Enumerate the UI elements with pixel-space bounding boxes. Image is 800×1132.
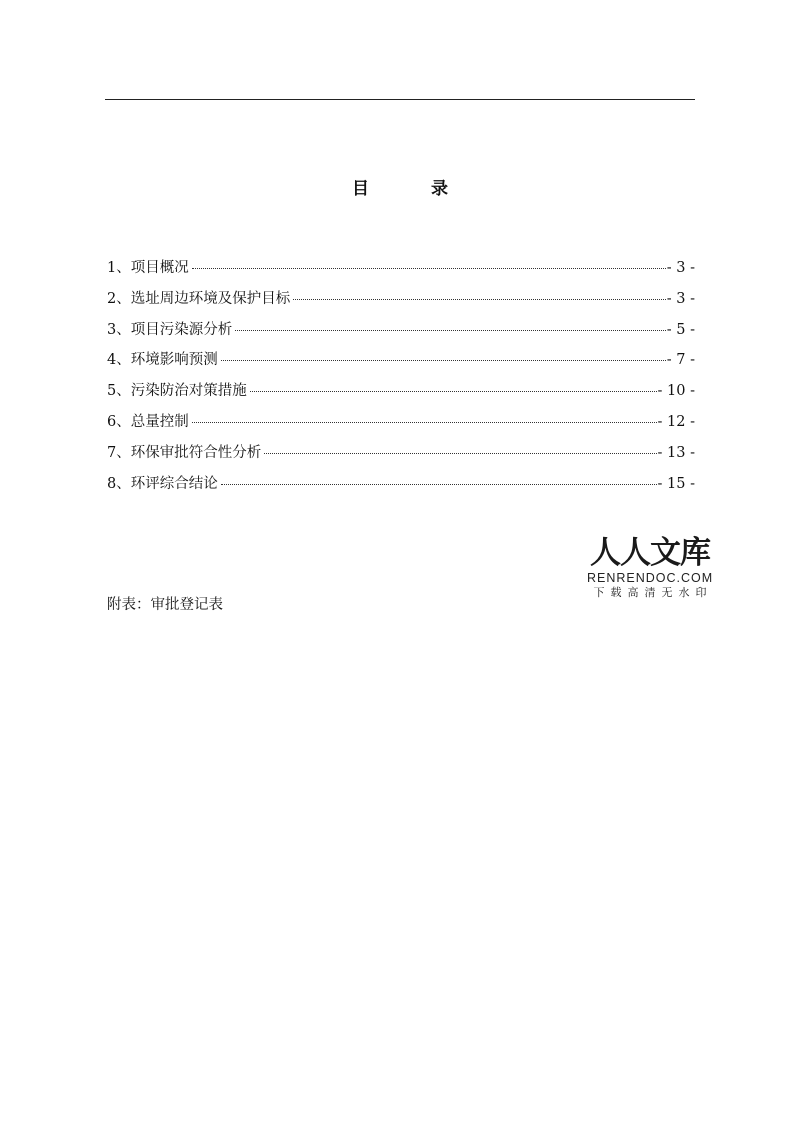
header-rule bbox=[105, 99, 695, 100]
toc-entry-page: - 12 - bbox=[657, 413, 695, 430]
toc-leader-dots bbox=[250, 391, 657, 392]
watermark-tagline: 下载高清无水印 bbox=[593, 586, 713, 599]
toc-entry-page: - 7 - bbox=[666, 352, 695, 369]
toc-entry-page: - 10 - bbox=[657, 383, 695, 400]
watermark-logo bbox=[587, 536, 713, 600]
toc-entry[interactable] bbox=[107, 381, 695, 412]
toc-entry-label: 1、项目概况 bbox=[107, 260, 189, 276]
toc-entry-page: - 3 - bbox=[666, 260, 695, 276]
page-title: 目 录 bbox=[352, 179, 476, 199]
toc-entry-page: - 15 - bbox=[657, 475, 695, 492]
toc-entry-label: 5、污染防治对策措施 bbox=[107, 383, 247, 400]
toc-entry-page: - 5 - bbox=[666, 321, 695, 338]
toc-entry-label: 8、环评综合结论 bbox=[107, 475, 218, 492]
toc-entry-label: 3、项目污染源分析 bbox=[107, 321, 233, 338]
watermark-domain: RENRENDOC.COM bbox=[587, 571, 714, 585]
toc-leader-dots bbox=[221, 360, 666, 361]
toc-entry[interactable] bbox=[107, 474, 695, 505]
toc-leader-dots bbox=[235, 330, 666, 331]
table-of-contents bbox=[107, 258, 695, 504]
toc-entry[interactable] bbox=[107, 443, 695, 474]
toc-entry[interactable] bbox=[107, 350, 695, 381]
toc-entry[interactable] bbox=[107, 289, 695, 320]
toc-entry-label: 7、环保审批符合性分析 bbox=[107, 444, 262, 461]
toc-entry-page: - 13 - bbox=[657, 444, 695, 461]
toc-entry-label: 6、总量控制 bbox=[107, 413, 189, 430]
toc-leader-dots bbox=[221, 484, 657, 485]
toc-leader-dots bbox=[192, 268, 666, 269]
toc-entry[interactable] bbox=[107, 258, 695, 289]
toc-leader-dots bbox=[264, 453, 656, 454]
toc-leader-dots bbox=[293, 299, 666, 300]
toc-entry[interactable] bbox=[107, 320, 695, 351]
toc-entry-label: 2、选址周边环境及保护目标 bbox=[107, 290, 291, 307]
toc-entry-page: - 3 - bbox=[666, 290, 695, 307]
toc-entry-label: 4、环境影响预测 bbox=[107, 352, 218, 369]
toc-leader-dots bbox=[192, 422, 657, 423]
toc-entry[interactable] bbox=[107, 412, 695, 443]
appendix-note: 附表：审批登记表 bbox=[107, 597, 223, 613]
watermark-brand: 人人文库 bbox=[590, 535, 710, 571]
